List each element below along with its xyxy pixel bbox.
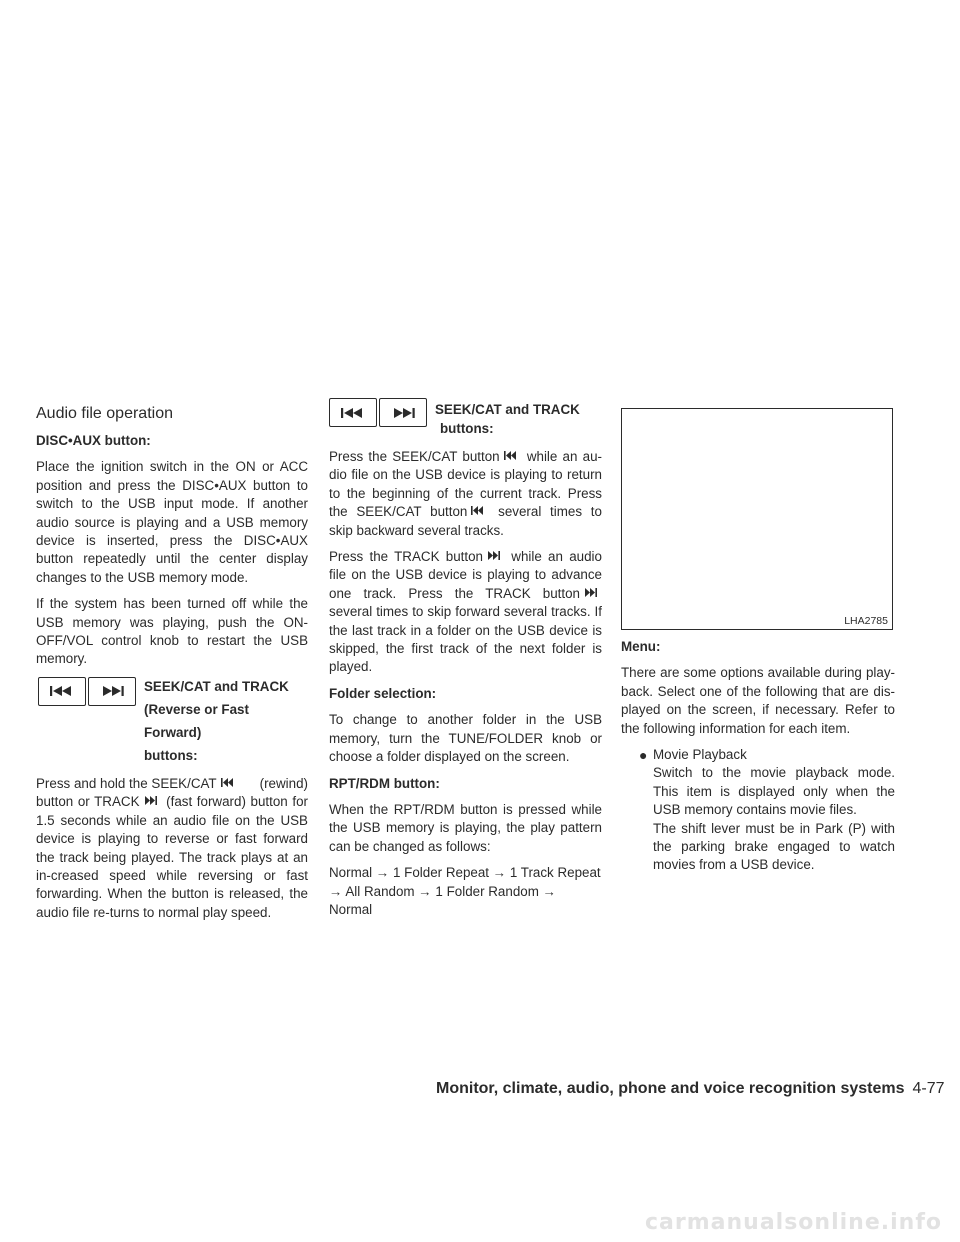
bullet-title: Movie Playback: [653, 747, 747, 763]
menu-heading: Menu:: [621, 639, 661, 654]
watermark-text: carmanualsonline.info: [645, 1210, 942, 1235]
skip-back-icon: [48, 685, 76, 697]
figure-code: LHA2785: [844, 615, 888, 627]
section-title: Audio file operation: [36, 405, 173, 422]
seek-track-button-group-2: [329, 398, 427, 427]
seek-cat-button-image: [38, 677, 86, 706]
column-3: [621, 406, 895, 875]
bullet-body: [653, 746, 895, 875]
rpt-rdm-text: When the RPT/RDM button is pressed while the USB memory is playing, the play pattern can be changed as follows:: [329, 801, 602, 854]
column-2: [329, 398, 602, 927]
page-number: 4-77: [912, 1080, 945, 1097]
off-restart-text: If the system has been turned off while the USB memory was playing, push the ON-OFF/VOL control knob to restart the USB memory.: [36, 596, 308, 667]
rpt-rdm-heading: RPT/RDM button:: [329, 775, 440, 791]
press-hold-text: Press and hold the SEEK/CAT (rewind) button or TRACK (fast forward) button for 1.5 seconds while an audio file on the USB device is playing to reverse or fast forward the track being played. The track plays at an in-creased speed while reversing or fast forwarding. When the button is released, the audio file re-turns to normal play speed.: [36, 775, 308, 920]
skip-back-icon: [339, 407, 367, 419]
folder-selection-text: To change to another folder in the USB memory, turn the TUNE/FOLDER knob or choose a folder displayed on the screen.: [329, 712, 602, 765]
seek-cat-button-image: [329, 398, 377, 427]
footer-title: Monitor, climate, audio, phone and voice recognition systems: [436, 1080, 905, 1097]
skip-back-icon: [504, 451, 518, 460]
skip-forward-icon: [487, 551, 501, 560]
bullet-text-1: Switch to the movie playback mode. This item is displayed only when the USB memory contains movie files.: [653, 765, 895, 818]
seek-track-button-row: [38, 677, 308, 767]
skip-forward-icon: [389, 407, 417, 419]
column-1: [36, 432, 308, 930]
bullet-dot-icon: ●: [639, 747, 648, 764]
rpt-rdm-sequence: Normal → 1 Folder Repeat → 1 Track Repeat → All Random → 1 Folder Random → Normal: [329, 865, 601, 917]
seek-track-button-group: [38, 677, 136, 706]
page-footer: [436, 1079, 945, 1099]
skip-back-icon: [471, 506, 485, 515]
skip-forward-icon: [98, 685, 126, 697]
bullet-movie-playback: [639, 746, 895, 875]
track-button-image: [88, 677, 136, 706]
seek-track-button-row-2: [329, 398, 602, 438]
skip-forward-icon: [584, 588, 598, 597]
figure-placeholder: [621, 408, 893, 630]
seek-cat-text: Press the SEEK/CAT button while an au-dio file on the USB device is playing to return to the beginning of the current track. Press the SEEK/CAT button several times to skip backward several tracks.: [329, 449, 602, 538]
seek-track-label-2: SEEK/CAT and TRACK buttons:: [435, 402, 580, 436]
track-button-image: [379, 398, 427, 427]
disc-aux-heading: DISC•AUX button:: [36, 433, 151, 448]
seek-track-label: SEEK/CAT and TRACK (Reverse or Fast Forward) buttons:: [144, 678, 289, 763]
track-text: Press the TRACK button while an audio file on the USB device is playing to advance one track. Press the TRACK button several times to skip forward several tracks. If the last track in a folder on the USB device is skipped, the first track of the next folder is played.: [329, 549, 602, 675]
skip-back-icon: [221, 778, 235, 787]
folder-selection-heading: Folder selection:: [329, 685, 437, 701]
watermark: [0, 1206, 960, 1242]
menu-text: There are some options available during play-back. Select one of the following that are dis-played on the screen, if necessary. Refer to the following information for each item.: [621, 665, 895, 736]
bullet-text-2: The shift lever must be in Park (P) with the parking brake engaged to watch movies from a USB device.: [653, 820, 895, 873]
disc-aux-text: Place the ignition switch in the ON or ACC position and press the DISC•AUX button to switch to the USB input mode. If another audio source is playing and a USB memory device is inserted, press the DISC•AUX button repeatedly until the center display changes to the USB memory mode.: [36, 459, 308, 585]
skip-forward-icon: [144, 796, 158, 805]
